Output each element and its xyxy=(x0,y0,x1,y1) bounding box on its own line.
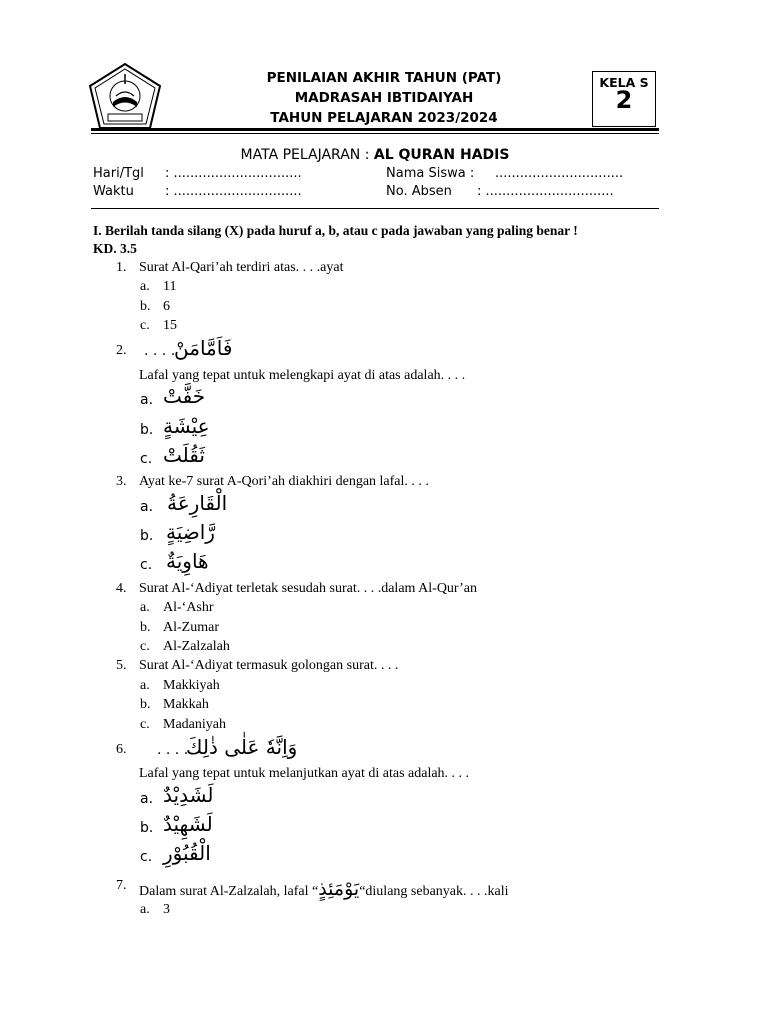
waktu-field[interactable]: : ............................... xyxy=(165,184,302,199)
header-line-2: MADRASAH IBTIDAIYAH xyxy=(294,90,474,106)
no-absen-field[interactable]: : ............................... xyxy=(477,184,614,199)
q4-option-a-letter[interactable]: a. xyxy=(140,600,150,615)
subject-line xyxy=(91,145,659,165)
q3-option-b-letter[interactable]: b. xyxy=(140,528,154,544)
q5-option-c-letter[interactable]: c. xyxy=(140,717,150,732)
q4-option-a-text: Al-‘Ashr xyxy=(163,600,214,615)
q1-option-c-text: 15 xyxy=(163,318,177,333)
info-divider xyxy=(91,208,659,209)
waktu-label: Waktu xyxy=(93,184,134,199)
q6-option-b-text: لَشَهِيْدٌ xyxy=(163,812,213,836)
question-5-text: Surat Al-‘Adiyat termasuk golongan surat. . . . xyxy=(139,658,399,673)
q2-option-c-text: ثَقُلَتْ xyxy=(163,443,205,467)
q6-option-c-letter[interactable]: c. xyxy=(140,849,153,865)
q5-option-b-letter[interactable]: b. xyxy=(140,697,151,712)
no-absen-label: No. Absen xyxy=(386,184,452,199)
nama-siswa-label: Nama Siswa : xyxy=(386,166,475,181)
question-6-dots: . . . . xyxy=(157,742,189,758)
q1-option-c-letter[interactable]: c. xyxy=(140,318,150,333)
header-divider-thick xyxy=(91,128,659,131)
question-2-text: Lafal yang tepat untuk melengkapi ayat di atas adalah. . . . xyxy=(139,368,466,383)
q3-option-b-text: رَّاضِيَةٍ xyxy=(166,520,215,544)
question-1-text: Surat Al-Qari’ah terdiri atas. . . .ayat xyxy=(139,260,344,275)
hari-label: Hari/Tgl xyxy=(93,166,144,181)
nama-siswa-field[interactable]: ............................... xyxy=(495,166,624,181)
question-3-number: 3. xyxy=(116,474,127,489)
question-7-number: 7. xyxy=(116,878,127,893)
header-divider-thin xyxy=(91,133,659,134)
question-7-text xyxy=(139,877,509,901)
q4-option-c-letter[interactable]: c. xyxy=(140,639,150,654)
q6-option-c-text: الْقُبُوْرِ xyxy=(163,841,211,865)
exam-header-title xyxy=(160,68,608,128)
q7-option-a-letter[interactable]: a. xyxy=(140,902,150,917)
question-4-text: Surat Al-‘Adiyat terletak sesudah surat. . . .dalam Al-Qur’an xyxy=(139,581,477,596)
subject-label: MATA PELAJARAN : xyxy=(240,147,374,163)
question-7-text-before: Dalam surat Al-Zalzalah, lafal “ xyxy=(139,884,319,899)
question-4-number: 4. xyxy=(116,581,127,596)
q5-option-b-text: Makkah xyxy=(163,697,209,712)
question-3-text: Ayat ke-7 surat A-Qori’ah diakhiri dengan lafal. . . . xyxy=(139,474,429,489)
question-5-number: 5. xyxy=(116,658,127,673)
question-6-number: 6. xyxy=(116,742,127,757)
question-2-number: 2. xyxy=(116,343,127,358)
question-7-text-after: “diulang sebanyak. . . .kali xyxy=(359,884,509,899)
kelas-box xyxy=(592,71,656,127)
q5-option-a-letter[interactable]: a. xyxy=(140,678,150,693)
section-instruction: I. Berilah tanda silang (X) pada huruf a, b, atau c pada jawaban yang paling benar ! xyxy=(93,223,578,238)
kd-label: KD. 3.5 xyxy=(93,241,137,256)
header-line-1: PENILAIAN AKHIR TAHUN (PAT) xyxy=(266,70,502,86)
question-1-number: 1. xyxy=(116,260,127,275)
kelas-number: 2 xyxy=(615,86,633,114)
q4-option-b-letter[interactable]: b. xyxy=(140,620,151,635)
q3-option-a-letter[interactable]: a. xyxy=(140,499,154,515)
kelas-label: KELA S xyxy=(599,75,649,90)
q2-option-a-text: خَفَّتْ xyxy=(163,384,206,408)
q3-option-a-text: الْقَارِعَةُ xyxy=(167,491,228,515)
q3-option-c-text: هَاوِيَةٌ xyxy=(166,549,209,573)
q1-option-a-text: 11 xyxy=(163,279,177,294)
kemenag-emblem-icon xyxy=(86,62,164,132)
hari-field[interactable]: : ............................... xyxy=(165,166,302,181)
q1-option-a-letter[interactable]: a. xyxy=(140,279,150,294)
q6-option-a-letter[interactable]: a. xyxy=(140,791,154,807)
question-6-arabic: وَاِنَّهٗ عَلٰى ذٰلِكَ xyxy=(186,735,298,759)
q5-option-c-text: Madaniyah xyxy=(163,717,226,732)
q6-option-b-letter[interactable]: b. xyxy=(140,820,154,836)
q4-option-c-text: Al-Zalzalah xyxy=(163,639,230,654)
question-7-arabic: يَوْمَئِذٍ xyxy=(318,878,360,900)
q2-option-c-letter[interactable]: c. xyxy=(140,451,153,467)
q2-option-a-letter[interactable]: a. xyxy=(140,392,154,408)
q7-option-a-text: 3 xyxy=(163,902,170,917)
q2-option-b-text: عِيْشَةٍ xyxy=(163,414,210,438)
subject-name: AL QURAN HADIS xyxy=(373,147,510,163)
question-2-dots: . . . . xyxy=(144,343,176,359)
q1-option-b-letter[interactable]: b. xyxy=(140,299,151,314)
q1-option-b-text: 6 xyxy=(163,299,170,314)
q5-option-a-text: Makkiyah xyxy=(163,678,220,693)
q3-option-c-letter[interactable]: c. xyxy=(140,557,153,573)
q4-option-b-text: Al-Zumar xyxy=(163,620,219,635)
q2-option-b-letter[interactable]: b. xyxy=(140,422,154,438)
question-6-text: Lafal yang tepat untuk melanjutkan ayat di atas adalah. . . . xyxy=(139,766,470,781)
question-2-arabic: فَاَمَّامَنْ xyxy=(174,336,233,360)
q6-option-a-text: لَشَدِيْدٌ xyxy=(163,783,214,807)
header-line-3: TAHUN PELAJARAN 2023/2024 xyxy=(270,110,498,126)
